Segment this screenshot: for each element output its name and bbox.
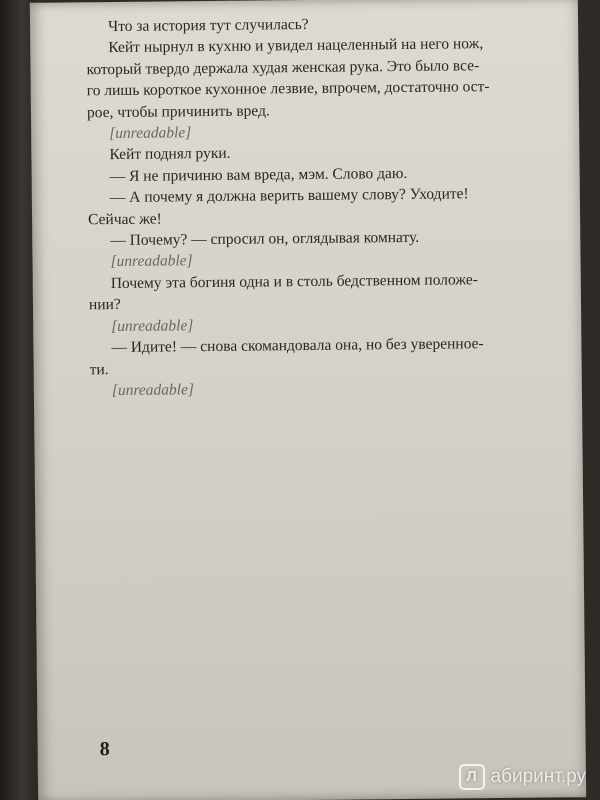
labirint-logo-icon: Л: [459, 764, 485, 790]
text-line: который твердо держала худая женская рука. Это было все-: [86, 57, 480, 79]
text-line: Что за история тут случилась?: [107, 15, 309, 36]
text-line: — Я не причиню вам вреда, мэм. Слово даю.: [109, 164, 408, 185]
text-line-unreadable: [unreadable]: [109, 124, 192, 143]
text-line: — А почему я должна верить вашему слову? Уходите!: [109, 185, 469, 207]
text-line: Сейчас же!: [88, 210, 162, 228]
text-line: рое, чтобы причинить вред.: [86, 102, 270, 121]
text-line-unreadable: [unreadable]: [111, 381, 195, 399]
text-line-unreadable: [unreadable]: [110, 252, 193, 271]
page-text: [86, 12, 538, 402]
text-line-unreadable: [unreadable]: [111, 316, 194, 335]
text-line: ти.: [89, 360, 109, 378]
site-watermark: [459, 764, 586, 790]
watermark-text: абиринт.ру: [490, 766, 586, 787]
page-number: 8: [99, 738, 110, 761]
book-page: [30, 0, 586, 800]
text-line: нии?: [88, 296, 121, 314]
text-line: — Идите! — снова скомандовала она, но без уверенное-: [111, 335, 484, 357]
text-line: го лишь короткое кухонное лезвие, впрочем, достаточно ост-: [86, 78, 490, 100]
text-line: Кейт нырнул в кухню и увидел нацеленный на него нож,: [108, 35, 484, 57]
text-line: — Почему? — спросил он, оглядывая комнату.: [110, 228, 420, 250]
text-line: Кейт поднял руки.: [109, 145, 231, 164]
text-line: Почему эта богиня одна и в столь бедственном положе-: [110, 271, 478, 292]
